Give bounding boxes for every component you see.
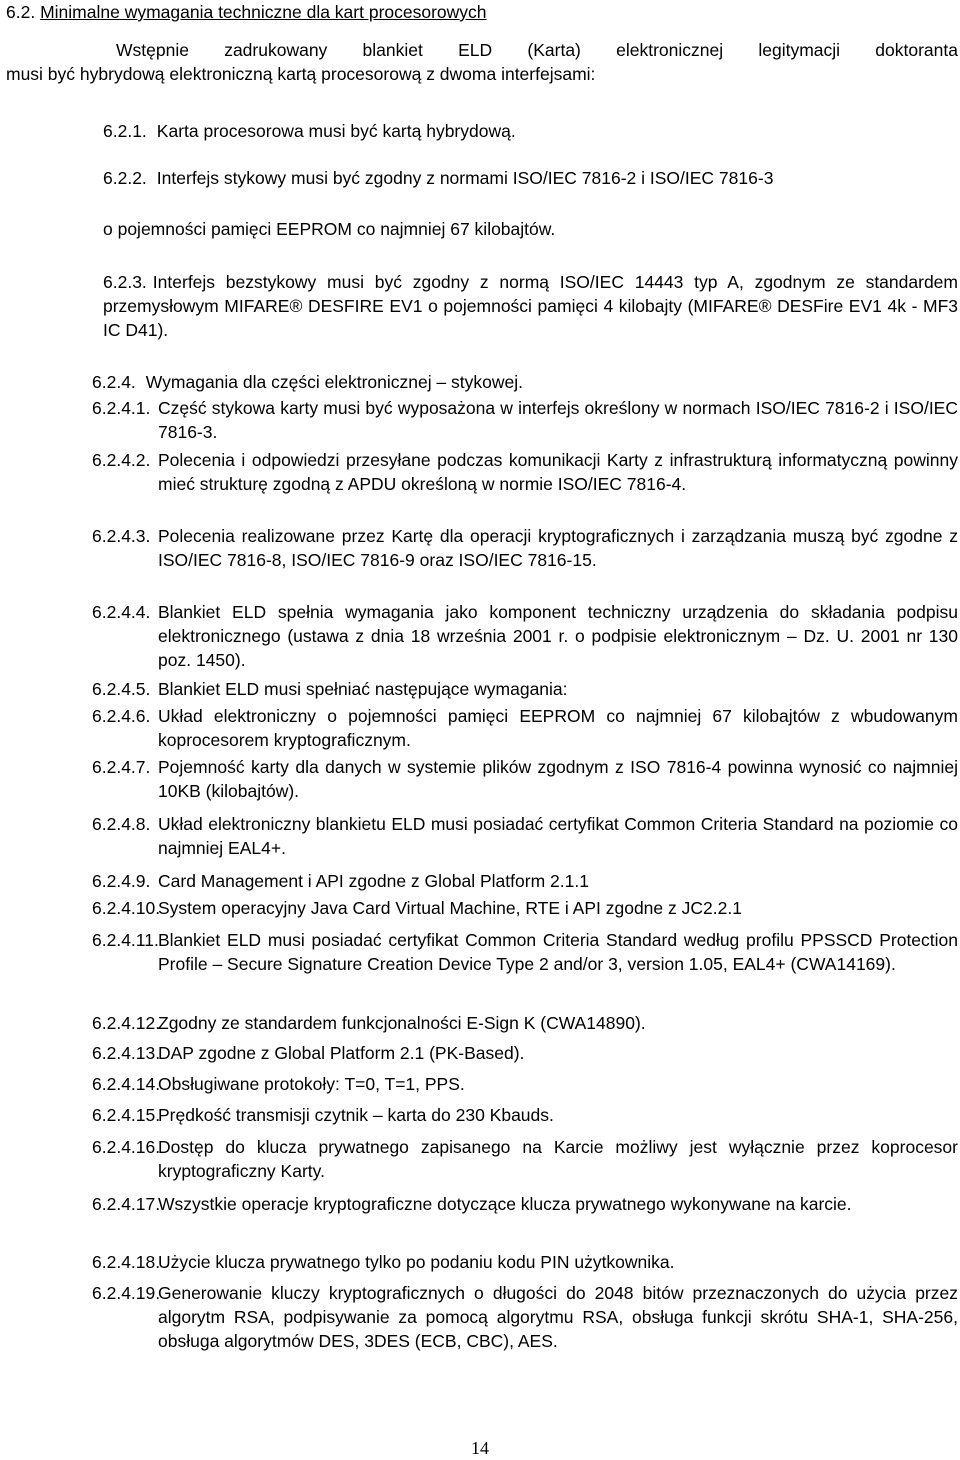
- item-number: 6.2.4.19.: [92, 1283, 161, 1303]
- item-number: 6.2.4.10.: [92, 898, 161, 918]
- item-number: 6.2.4.17.: [92, 1194, 161, 1214]
- item-number: 6.2.4.9.: [92, 871, 151, 891]
- item-text: Układ elektroniczny blankietu ELD musi posiadać certyfikat Common Criteria Standard na poziomie co najmniej EAL4+.: [158, 814, 958, 858]
- intro-line-1: Wstępnie zadrukowany blankiet ELD (Karta) elektronicznej legitymacji doktoranta: [116, 40, 958, 60]
- item-number: 6.2.4.14.: [92, 1074, 161, 1094]
- subsection-text: Interfejs stykowy musi być zgodny z normami ISO/IEC 7816-2 i ISO/IEC 7816-3: [156, 168, 774, 188]
- list-item-6-2-4-10: [92, 896, 958, 920]
- item-text: Generowanie kluczy kryptograficznych o długości do 2048 bitów przeznaczonych do użycia przez algorytm RSA, podpisywanie za pomocą algorytmu RSA, obsługa funkcji skrótu SHA-1, SHA-256, obsługa algorytmów DES, 3DES (ECB, CBC), AES.: [158, 1283, 958, 1351]
- list-item-6-2-4-3: [92, 524, 958, 572]
- list-item-6-2-4-12: [92, 1011, 958, 1035]
- item-number: 6.2.4.8.: [92, 814, 151, 834]
- subsection-6-2-2: [103, 166, 773, 190]
- subsection-text: Karta procesorowa musi być kartą hybrydową.: [156, 121, 516, 141]
- item-number: 6.2.4.2.: [92, 450, 151, 470]
- subsection-text: Wymagania dla części elektronicznej – stykowej.: [145, 372, 524, 392]
- item-number: 6.2.4.12.: [92, 1013, 161, 1033]
- list-item-6-2-4-11: [92, 928, 958, 976]
- item-number: 6.2.4.18.: [92, 1252, 161, 1272]
- item-text: DAP zgodne z Global Platform 2.1 (PK-Based).: [158, 1043, 525, 1063]
- item-text: Użycie klucza prywatnego tylko po podaniu kodu PIN użytkownika.: [158, 1252, 675, 1272]
- subsection-6-2-2-continuation: o pojemności pamięci EEPROM co najmniej 67 kilobajtów.: [103, 219, 556, 239]
- item-text: Polecenia realizowane przez Kartę dla operacji kryptograficznych i zarządzania muszą być zgodne z ISO/IEC 7816-8, ISO/IEC 7816-9 oraz ISO/IEC 7816-15.: [158, 526, 958, 570]
- item-number: 6.2.4.11.: [92, 930, 159, 950]
- subsection-number: 6.2.4.: [92, 372, 136, 392]
- item-number: 6.2.4.7.: [92, 757, 151, 777]
- intro-paragraph: [6, 38, 958, 86]
- section-heading: [6, 0, 487, 24]
- list-item-6-2-4-14: [92, 1072, 958, 1096]
- item-text: Polecenia i odpowiedzi przesyłane podczas komunikacji Karty z infrastrukturą informatyczną powinny mieć strukturę zgodną z APDU określoną w normie ISO/IEC 7816-4.: [158, 450, 958, 494]
- section-number: 6.2.: [6, 2, 36, 22]
- item-text: Prędkość transmisji czytnik – karta do 230 Kbauds.: [158, 1105, 554, 1125]
- subsection-6-2-1: [103, 119, 516, 143]
- item-text: Część stykowa karty musi być wyposażona w interfejs określony w normach ISO/IEC 7816-2 i ISO/IEC 7816-3.: [158, 398, 958, 442]
- section-title: Minimalne wymagania techniczne dla kart procesorowych: [40, 2, 487, 22]
- list-item-6-2-4-18: [92, 1250, 958, 1274]
- item-text: Wszystkie operacje kryptograficzne dotyczące klucza prywatnego wykonywane na karcie.: [158, 1194, 852, 1214]
- subsection-6-2-4: [92, 370, 523, 394]
- list-item-6-2-4-17: [92, 1192, 958, 1216]
- subsection-text: Interfejs bezstykowy musi być zgodny z normą ISO/IEC 14443 typ A, zgodnym ze standardem przemysłowym MIFARE® DESFIRE EV1 o pojemności pamięci 4 kilobajty (MIFARE® DESFire EV1 4k - MF3 IC D41).: [103, 272, 958, 340]
- list-item-6-2-4-2: [92, 448, 958, 496]
- item-number: 6.2.4.6.: [92, 706, 151, 726]
- subsection-number: 6.2.3.: [103, 272, 147, 292]
- page-number: 14: [471, 1438, 489, 1458]
- list-item-6-2-4-7: [92, 755, 958, 803]
- item-text: Dostęp do klucza prywatnego zapisanego na Karcie możliwy jest wyłącznie przez koprocesor kryptograficzny Karty.: [158, 1137, 958, 1181]
- item-text: Blankiet ELD spełnia wymagania jako komponent techniczny urządzenia do składania podpisu elektronicznego (ustawa z dnia 18 września 2001 r. o podpisie elektronicznym – Dz. U. 2001 nr 130 poz. 1450).: [158, 602, 958, 670]
- item-text: Układ elektroniczny o pojemności pamięci EEPROM co najmniej 67 kilobajtów z wbudowanym koprocesorem kryptograficznym.: [158, 706, 958, 750]
- list-item-6-2-4-15: [92, 1103, 958, 1127]
- subsection-6-2-3: [103, 270, 958, 342]
- item-text: Blankiet ELD musi posiadać certyfikat Common Criteria Standard według profilu PPSSCD Protection Profile – Secure Signature Creation Device Type 2 and/or 3, version 1.05, EAL4+ (CWA14169).: [158, 930, 958, 974]
- list-item-6-2-4-1: [92, 396, 958, 444]
- list-item-6-2-4-6: [92, 704, 958, 752]
- list-item-6-2-4-16: [92, 1135, 958, 1183]
- list-item-6-2-4-13: [92, 1041, 958, 1065]
- subsection-number: 6.2.2.: [103, 168, 147, 188]
- intro-line-2: musi być hybrydową elektroniczną kartą procesorową z dwoma interfejsami:: [6, 64, 596, 84]
- item-number: 6.2.4.1.: [92, 398, 151, 418]
- item-number: 6.2.4.15.: [92, 1105, 161, 1125]
- item-number: 6.2.4.3.: [92, 526, 151, 546]
- list-item-6-2-4-19: [92, 1281, 958, 1353]
- item-number: 6.2.4.13.: [92, 1043, 161, 1063]
- list-item-6-2-4-4: [92, 600, 958, 672]
- subsection-number: 6.2.1.: [103, 121, 147, 141]
- list-item-6-2-4-9: [92, 869, 958, 893]
- item-number: 6.2.4.16.: [92, 1137, 161, 1157]
- item-text: Card Management i API zgodne z Global Platform 2.1.1: [158, 871, 589, 891]
- item-text: Zgodny ze standardem funkcjonalności E-Sign K (CWA14890).: [158, 1013, 646, 1033]
- item-number: 6.2.4.4.: [92, 602, 151, 622]
- item-text: Pojemność karty dla danych w systemie plików zgodnym z ISO 7816-4 powinna wynosić co najmniej 10KB (kilobajtów).: [158, 757, 958, 801]
- item-text: Obsługiwane protokoły: T=0, T=1, PPS.: [158, 1074, 465, 1094]
- item-text: System operacyjny Java Card Virtual Machine, RTE i API zgodne z JC2.2.1: [158, 898, 742, 918]
- list-item-6-2-4-8: [92, 812, 958, 860]
- list-item-6-2-4-5: [92, 677, 958, 701]
- item-number: 6.2.4.5.: [92, 679, 151, 699]
- item-text: Blankiet ELD musi spełniać następujące wymagania:: [158, 679, 568, 699]
